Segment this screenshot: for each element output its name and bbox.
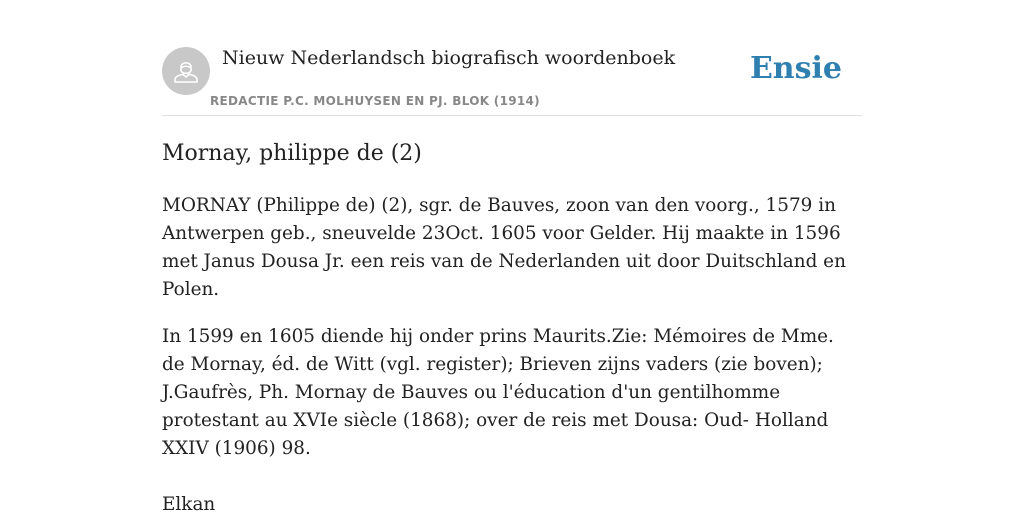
user-placeholder-icon [162, 47, 210, 95]
article-author: Elkan [162, 494, 216, 512]
source-title[interactable]: Nieuw Nederlandsch biografisch woordenboek [222, 47, 676, 69]
article-paragraph: MORNAY (Philippe de) (2), sgr. de Bauves, zoon van den voorg., 1579 in Antwerpen geb., sneuvelde 23Oct. 1605 voor Gelder. Hij maakte in 1596 met Janus Dousa Jr. een reis van de Nederlanden uit door Duitschland en Polen. [162, 195, 846, 300]
source-avatar[interactable] [162, 47, 210, 95]
header-divider [162, 115, 862, 116]
ensie-logo[interactable]: Ensie [749, 51, 842, 86]
article [162, 138, 862, 512]
source-subtitle: REDACTIE P.C. MOLHUYSEN EN PJ. BLOK (1914) [210, 94, 540, 108]
article-title: Mornay, philippe de (2) [162, 141, 422, 166]
article-paragraph: In 1599 en 1605 diende hij onder prins Maurits.Zie: Mémoires de Mme. de Mornay, éd. de Witt (vgl. register); Brieven zijns vaders (zie boven); J.Gaufrès, Ph. Mornay de Bauves ou l'éducation d'un gentilhomme protestant au XVIe siècle (1868); over de reis met Dousa: Oud- Holland XXIV (1906) 98. [162, 326, 834, 459]
